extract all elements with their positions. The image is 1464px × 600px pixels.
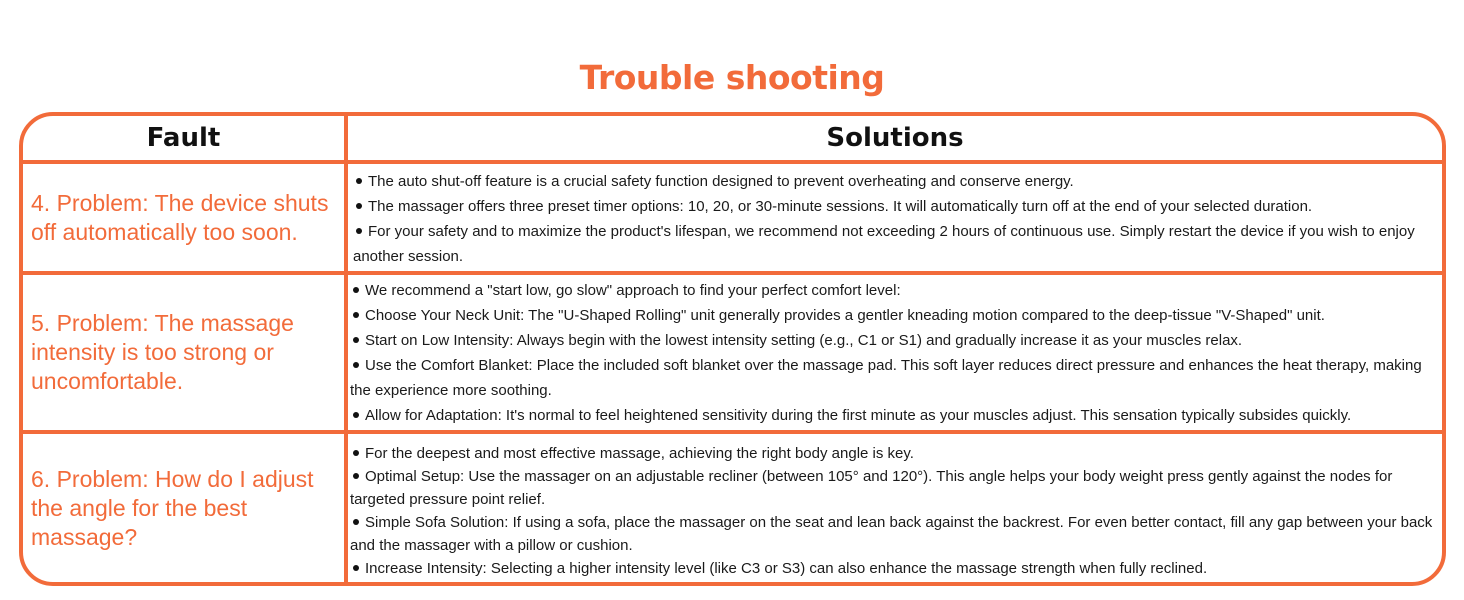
solution-text: Choose Your Neck Unit: The "U-Shaped Rolling" unit generally provides a gentler kneading motion compared to the deep-tissue "V-Shaped" unit.: [365, 307, 1325, 324]
solution-text: For your safety and to maximize the product's lifespan, we recommend not exceeding 2 hours of continuous use. Simply restart the device if you wish to enjoy another session.: [353, 223, 1415, 265]
fault-text: 6. Problem: How do I adjust the angle for the best massage?: [31, 465, 314, 550]
solution-item: [350, 442, 1436, 465]
page-title: Trouble shooting: [579, 58, 885, 97]
bullet-icon: [353, 412, 359, 418]
solutions-cell: [348, 164, 1442, 271]
solutions-cell: [348, 434, 1442, 582]
table-row: [23, 434, 1442, 582]
solutions-cell: [348, 275, 1442, 430]
header-fault-cell: [23, 116, 348, 160]
solution-text: The massager offers three preset timer options: 10, 20, or 30-minute sessions. It will automatically turn off at the end of your selected duration.: [368, 198, 1313, 215]
solution-item: [353, 169, 1436, 194]
solutions-list: [350, 442, 1436, 580]
solution-text: Increase Intensity: Selecting a higher intensity level (like C3 or S3) can also enhance the massage strength when fully reclined.: [365, 560, 1208, 577]
solution-item: [350, 353, 1436, 403]
solution-item: [350, 278, 1436, 303]
fault-cell: [23, 164, 348, 271]
solution-text: We recommend a "start low, go slow" approach to find your perfect comfort level:: [365, 282, 901, 299]
solution-text: Use the Comfort Blanket: Place the included soft blanket over the massage pad. This soft layer reduces direct pressure and enhances the heat therapy, making the experience more soothing.: [350, 357, 1422, 399]
header-solutions-cell: [348, 116, 1442, 160]
solution-text: Simple Sofa Solution: If using a sofa, place the massager on the seat and lean back against the backrest. For even better contact, fill any gap between your back and the massager with a pillow or cushion.: [350, 514, 1433, 554]
bullet-icon: [356, 228, 362, 234]
fault-cell: [23, 434, 348, 582]
fault-cell: [23, 275, 348, 430]
troubleshooting-table: [19, 112, 1446, 586]
bullet-icon: [356, 203, 362, 209]
solution-item: [350, 328, 1436, 353]
bullet-icon: [356, 178, 362, 184]
solution-text: The auto shut-off feature is a crucial safety function designed to prevent overheating and conserve energy.: [368, 173, 1074, 190]
table-row: [23, 164, 1442, 275]
bullet-icon: [353, 519, 359, 525]
solution-item: [350, 557, 1436, 580]
solution-text: Start on Low Intensity: Always begin with the lowest intensity setting (e.g., C1 or S1) and gradually increase it as your muscles relax.: [365, 332, 1243, 349]
solution-text: For the deepest and most effective massage, achieving the right body angle is key.: [365, 445, 914, 462]
solutions-list: [353, 169, 1436, 269]
solution-item: [350, 511, 1436, 557]
bullet-icon: [353, 287, 359, 293]
solution-item: [350, 403, 1436, 428]
fault-text: 4. Problem: The device shuts off automatically too soon.: [31, 189, 329, 245]
solution-text: Optimal Setup: Use the massager on an adjustable recliner (between 105° and 120°). This angle helps your body weight press gently against the nodes for targeted pressure point relief.: [350, 468, 1393, 508]
solution-item: [353, 219, 1436, 269]
table-row: [23, 275, 1442, 434]
fault-text: 5. Problem: The massage intensity is too strong or uncomfortable.: [31, 310, 294, 394]
bullet-icon: [353, 337, 359, 343]
bullet-icon: [353, 362, 359, 368]
solution-text: Allow for Adaptation: It's normal to feel heightened sensitivity during the first minute as your muscles adjust. This sensation typically subsides quickly.: [365, 407, 1352, 424]
table-header-row: [23, 116, 1442, 164]
bullet-icon: [353, 473, 359, 479]
solution-item: [350, 303, 1436, 328]
solution-item: [350, 465, 1436, 511]
solutions-list: [350, 278, 1436, 428]
header-solutions: Solutions: [826, 123, 964, 153]
solution-item: [353, 194, 1436, 219]
bullet-icon: [353, 450, 359, 456]
header-fault: Fault: [146, 123, 221, 153]
bullet-icon: [353, 312, 359, 318]
bullet-icon: [353, 565, 359, 571]
